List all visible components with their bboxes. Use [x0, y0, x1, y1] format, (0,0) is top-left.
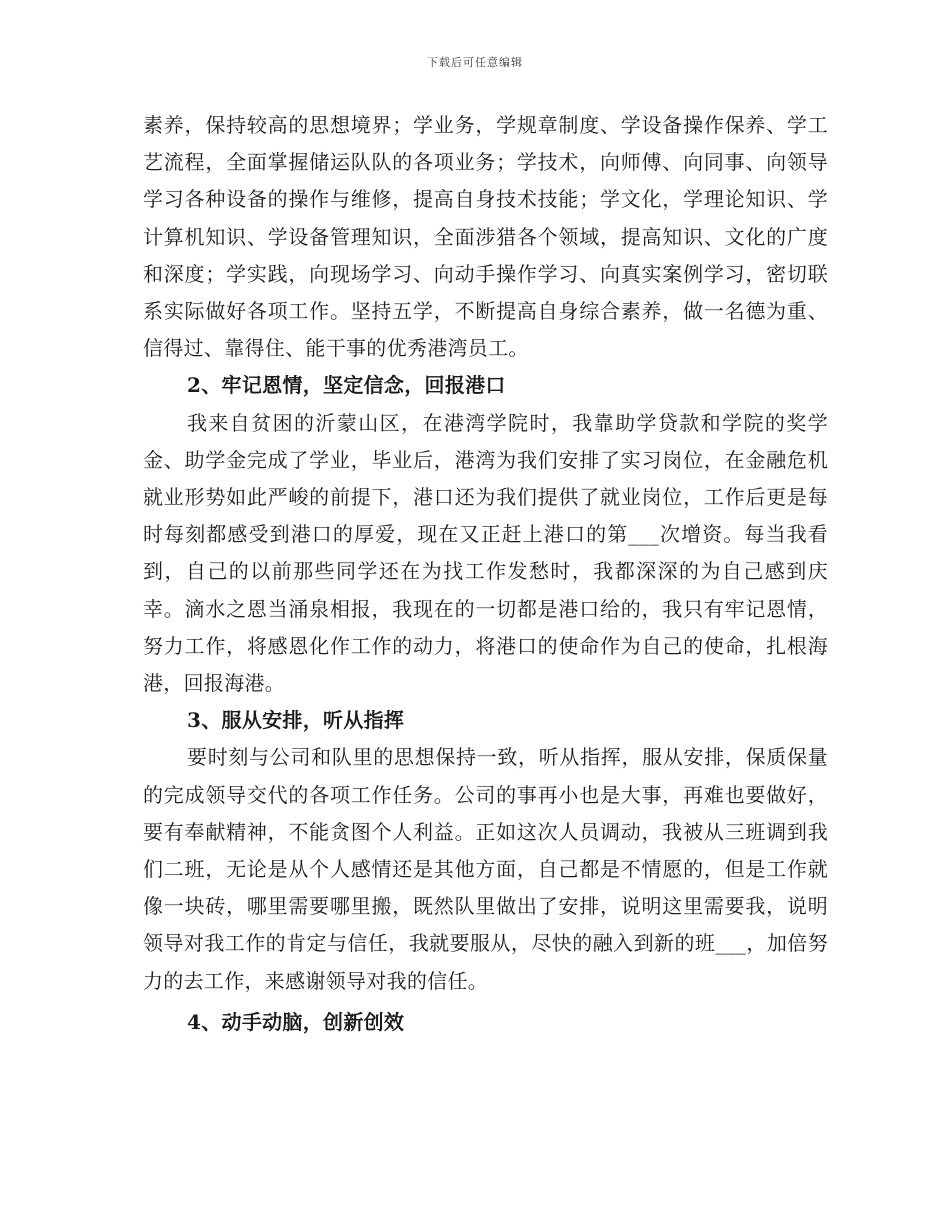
- section-heading-4: 4、动手动脑，创新创效: [187, 1009, 405, 1034]
- section-heading-2: 2、牢记恩情，坚定信念，回报港口: [187, 373, 506, 398]
- paragraph-section-2: 我来自贫困的沂蒙山区，在港湾学院时，我靠助学贷款和学院的奖学金、助学金完成了学业，毕业后，港湾为我们安排了实习岗位，在金融危机就业形势如此严峻的前提下，港口还为我们提供了就业岗位，工作后更是每时每刻都感受到港口的厚爱，现在又正赶上港口的第___次增资。每当我看到，自己的以前那些同学还在为找工作发愁时，我都深深的为自己感到庆幸。滴水之恩当涌泉相报，我现在的一切都是港口给的，我只有牢记恩情，努力工作，将感恩化作工作的动力，将港口的使命作为自己的使命，扎根海港，回报海港。: [143, 410, 828, 696]
- page-header: 下载后可任意编辑: [427, 56, 523, 69]
- paragraph-continued: 素养，保持较高的思想境界；学业务，学规章制度、学设备操作保养、学工艺流程，全面掌握储运队队的各项业务；学技术，向师傅、向同事、向领导学习各种设备的操作与维修，提高自身技术技能；学文化，学理论知识、学计算机知识、学设备管理知识，全面涉猎各个领域，提高知识、文化的广度和深度；学实践，向现场学习、向动手操作学习、向真实案例学习，密切联系实际做好各项工作。坚持五学，不断提高自身综合素养，做一名德为重、信得过、靠得住、能干事的优秀港湾员工。: [143, 113, 828, 361]
- section-heading-3: 3、服从安排，听从指挥: [187, 708, 405, 733]
- document-body: [143, 107, 828, 1041]
- paragraph-section-3: 要时刻与公司和队里的思想保持一致，听从指挥，服从安排，保质保量的完成领导交代的各项工作任务。公司的事再小也是大事，再难也要做好，要有奉献精神，不能贪图个人利益。正如这次人员调动，我被从三班调到我们二班，无论是从个人感情还是其他方面，自己都是不情愿的，但是工作就像一块砖，哪里需要哪里搬，既然队里做出了安排，说明这里需要我，说明领导对我工作的肯定与信任，我就要服从，尽快的融入到新的班___，加倍努力的去工作，来感谢领导对我的信任。: [143, 745, 828, 993]
